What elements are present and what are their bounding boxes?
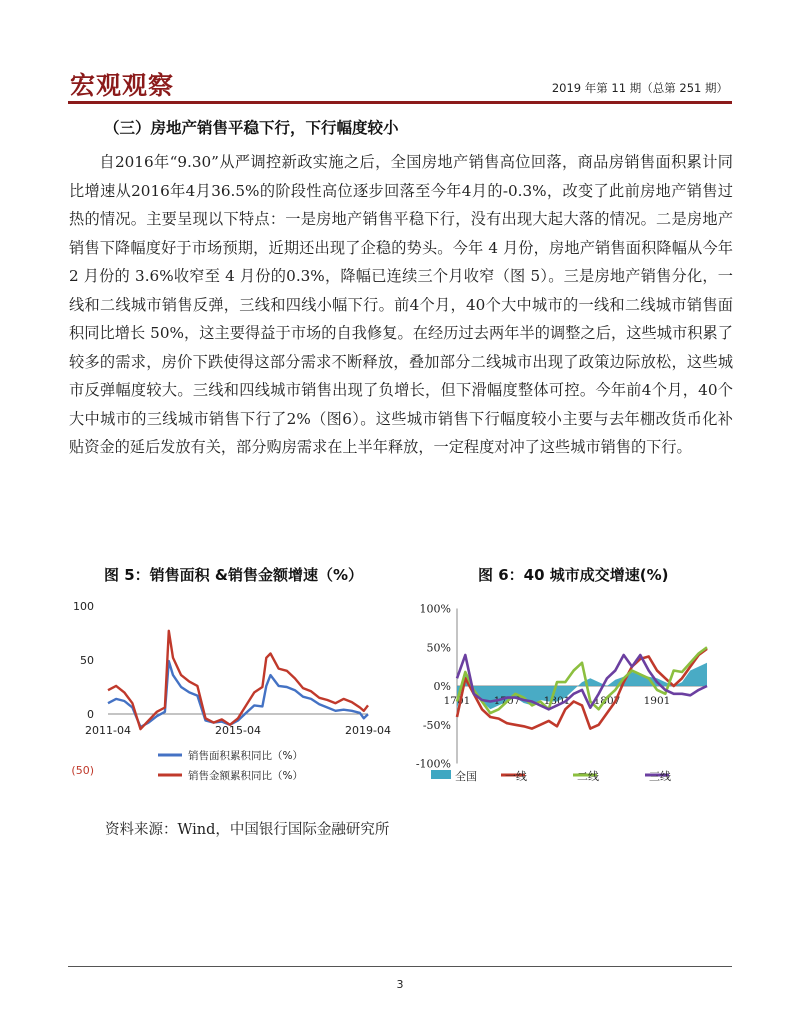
legend-label: 三线 bbox=[649, 770, 671, 783]
header-rule bbox=[68, 101, 732, 104]
x-tick-label: 1707 bbox=[493, 695, 521, 707]
x-tick-label: 1801 bbox=[543, 695, 571, 707]
footer-rule bbox=[68, 966, 732, 967]
legend-label: 销售金额累积同比（%） bbox=[188, 770, 303, 782]
y-tick-label: 50 bbox=[80, 654, 94, 667]
x-tick-label: 1901 bbox=[643, 695, 671, 707]
y-tick-label: -100% bbox=[415, 757, 451, 771]
source-note: 资料来源：Wind，中国银行国际金融研究所 bbox=[105, 822, 390, 838]
header-issue: 2019 年第 11 期（总第 251 期） bbox=[551, 81, 728, 95]
y-tick-label-negative: (50) bbox=[71, 764, 94, 777]
y-tick-label: -50% bbox=[422, 718, 451, 732]
legend-swatch bbox=[431, 770, 451, 779]
y-tick-label: 100 bbox=[73, 600, 94, 613]
x-tick-label: 2015-04 bbox=[215, 724, 261, 737]
legend-label: 销售面积累积同比（%） bbox=[188, 750, 303, 762]
legend-label: 一线 bbox=[505, 770, 527, 783]
header-title: 宏观观察 bbox=[70, 71, 175, 100]
y-tick-label: 100% bbox=[419, 602, 451, 616]
body-paragraph: 自2016年“9.30”从严调控新政实施之后，全国房地产销售高位回落，商品房销售面积累计同比增速从2016年4月36.5%的阶段性高位逐步回落至今年4月的-0.3%，改变了此前房地产销售过热的情况。主要呈现以下特点：一是房地产销售平稳下行，没有出现大起大落的情况。二是房地产销售下降幅度好于市场预期，近期还出现了企稳的势头。今年 4 月份，房地产销售面积降幅从今年 2 月份的 3.6%收窄至 4 月份的0.3%，降幅已连续三个月收窄（图 5）。三是房地产销售分化，一线和二线城市销售反弹，三线和四线小幅下行。前4个月，40个大中城市的一线和二线城市销售面积同比增长 50%，这主要得益于市场的自我修复。在经历过去两年半的调整之后，这些城市积累了较多的需求，房价下跌使得这部分需求不断释放，叠加部分二线城市出现了政策边际放松，这些城市反弹幅度较大。三线和四线城市销售出现了负增长，但下滑幅度整体可控。今年前4个月，40个大中城市的三线城市销售下行了2%（图6）。这些城市销售下行幅度较小主要与去年棚改货币化补贴资金的延后发放有关，部分购房需求在上半年释放，一定程度对冲了这些城市销售的下行。 bbox=[69, 153, 733, 456]
x-tick-label: 1701 bbox=[443, 695, 471, 707]
figure5-chart bbox=[70, 592, 410, 792]
x-tick-label: 1807 bbox=[593, 695, 621, 707]
page-number: 3 bbox=[396, 978, 404, 991]
x-tick-label: 2019-04 bbox=[345, 724, 391, 737]
legend-label: 二线 bbox=[577, 770, 599, 783]
section-heading: （三）房地产销售平稳下行，下行幅度较小 bbox=[104, 119, 399, 137]
y-tick-label: 0% bbox=[433, 680, 451, 693]
legend-label: 全国 bbox=[455, 770, 477, 783]
figure6-title: 图 6：40 城市成交增速(%) bbox=[478, 566, 669, 584]
figure5-title: 图 5：销售面积 &销售金额增速（%） bbox=[104, 566, 363, 584]
x-tick-label: 2011-04 bbox=[85, 724, 131, 737]
y-tick-label: 50% bbox=[426, 641, 451, 655]
figure6-chart bbox=[415, 598, 735, 793]
y-tick-label: 0 bbox=[87, 708, 94, 721]
